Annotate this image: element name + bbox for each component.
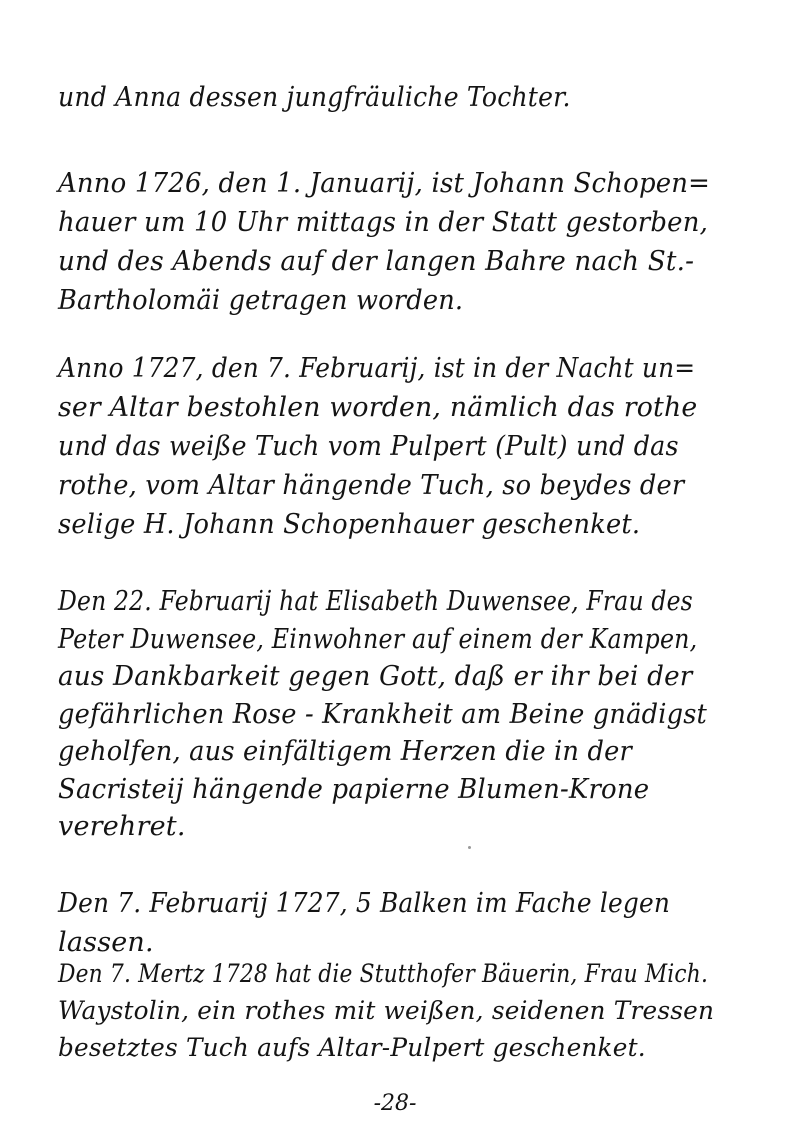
paragraph-3: [58, 349, 758, 544]
text-line: besetztes Tuch aufs Altar-Pulpert geschenket.: [58, 1033, 646, 1062]
text-line: lassen.: [58, 927, 154, 958]
text-line: geholfen, aus einfältigem Herzen die in der: [58, 736, 632, 767]
paper-speck: [468, 846, 471, 849]
text-line: und das weiße Tuch vom Pulpert (Pult) und das: [58, 431, 679, 462]
page-number: -28-: [373, 1091, 417, 1116]
text-line: Sacristeij hängende papierne Blumen-Krone: [58, 773, 650, 805]
text-line: und Anna dessen jungfräuliche Tochter.: [58, 82, 571, 113]
paragraph-2: [58, 164, 758, 320]
text-line: aus Dankbarkeit gegen Gott, daß er ihr bei der: [58, 661, 693, 692]
paragraph-6: [58, 955, 758, 1066]
text-line: verehret.: [58, 811, 186, 842]
text-line: selige H. Johann Schopenhauer geschenket.: [58, 509, 641, 540]
text-line: gefährlichen Rose - Krankheit am Beine gnädigst: [58, 698, 708, 730]
text-line: Anno 1727, den 7. Februarij, ist in der Nacht un=: [58, 353, 696, 384]
text-line: Den 22. Februarij hat Elisabeth Duwensee, Frau des: [58, 586, 693, 617]
text-line: Bartholomäi getragen worden.: [58, 285, 464, 316]
text-line: rothe, vom Altar hängende Tuch, so beydes der: [58, 470, 685, 501]
text-line: Den 7. Februarij 1727, 5 Balken im Fache legen: [58, 888, 671, 919]
text-line: Anno 1726, den 1. Januarij, ist Johann Schopen=: [58, 168, 711, 199]
text-line: und des Abends auf der langen Bahre nach St.-: [58, 246, 695, 277]
text-line: ser Altar bestohlen worden, nämlich das rothe: [58, 392, 698, 423]
text-line: hauer um 10 Uhr mittags in der Statt gestorben,: [58, 207, 709, 238]
text-line: Waystolin, ein rothes mit weißen, seidenen Tressen: [58, 996, 715, 1025]
paragraph-5: [58, 884, 758, 962]
paragraph-1: [58, 78, 758, 117]
text-line: Den 7. Mertz 1728 hat die Stutthofer Bäuerin, Frau Mich.: [58, 959, 709, 988]
paragraph-4: [58, 583, 758, 846]
text-line: Peter Duwensee, Einwohner auf einem der Kampen,: [58, 623, 698, 655]
